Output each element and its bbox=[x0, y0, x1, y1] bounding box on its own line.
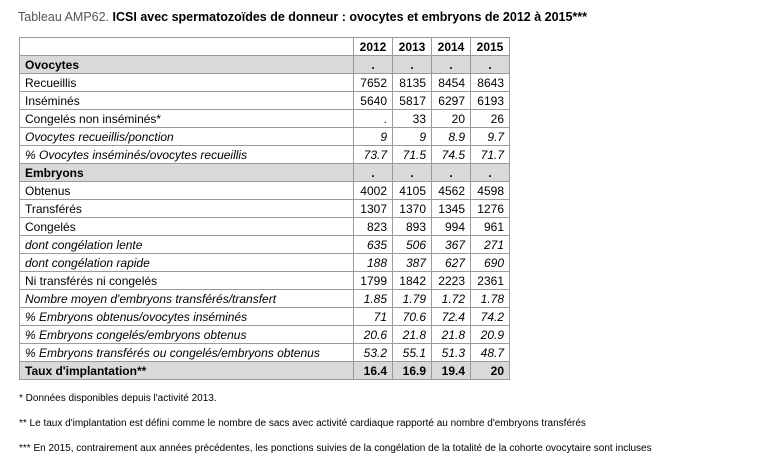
section-row bbox=[20, 164, 510, 182]
cell-2014: 4562 bbox=[432, 182, 471, 200]
table-row bbox=[20, 254, 510, 272]
cell-2014: 2223 bbox=[432, 272, 471, 290]
cell-2015: 961 bbox=[471, 218, 510, 236]
cell-2014: 367 bbox=[432, 236, 471, 254]
cell-2012: 9 bbox=[354, 128, 393, 146]
table-row bbox=[20, 182, 510, 200]
cell-2014: 72.4 bbox=[432, 308, 471, 326]
row-label: % Embryons congelés/embryons obtenus bbox=[20, 326, 354, 344]
row-label: Inséminés bbox=[20, 92, 354, 110]
cell-2012: . bbox=[354, 110, 393, 128]
cell-2012: 16.4 bbox=[354, 362, 393, 380]
cell-2012: 635 bbox=[354, 236, 393, 254]
table-row bbox=[20, 146, 510, 164]
cell-2013: 5817 bbox=[393, 92, 432, 110]
cell-2014: 21.8 bbox=[432, 326, 471, 344]
table-row bbox=[20, 110, 510, 128]
cell-2014: 19.4 bbox=[432, 362, 471, 380]
row-label: % Embryons transférés ou congelés/embryons obtenus bbox=[20, 344, 354, 362]
cell-2012: 71 bbox=[354, 308, 393, 326]
cell-2013: 387 bbox=[393, 254, 432, 272]
cell-2014: 627 bbox=[432, 254, 471, 272]
column-header-2013: 2013 bbox=[393, 38, 432, 56]
table-row bbox=[20, 308, 510, 326]
title-text: ICSI avec spermatozoïdes de donneur : ovocytes et embryons de 2012 à 2015*** bbox=[112, 10, 588, 24]
total-row bbox=[20, 362, 510, 380]
cell-2015: 20 bbox=[471, 362, 510, 380]
cell-2015: 74.2 bbox=[471, 308, 510, 326]
row-label: Ovocytes recueillis/ponction bbox=[20, 128, 354, 146]
row-label: Ni transférés ni congelés bbox=[20, 272, 354, 290]
column-header-2012: 2012 bbox=[354, 38, 393, 56]
cell-2012: 20.6 bbox=[354, 326, 393, 344]
footnote-2: ** Le taux d'implantation est défini comme le nombre de sacs avec activité cardiaque rapporté au nombre d'embryons transférés bbox=[19, 418, 586, 429]
table-row bbox=[20, 236, 510, 254]
cell-2013: 70.6 bbox=[393, 308, 432, 326]
table-row bbox=[20, 74, 510, 92]
row-label: Embryons bbox=[20, 164, 354, 182]
cell-2015: . bbox=[471, 56, 510, 74]
row-label: Transférés bbox=[20, 200, 354, 218]
cell-2015: 20.9 bbox=[471, 326, 510, 344]
cell-2013: 506 bbox=[393, 236, 432, 254]
cell-2014: 1.72 bbox=[432, 290, 471, 308]
cell-2014: 51.3 bbox=[432, 344, 471, 362]
table-row bbox=[20, 92, 510, 110]
cell-2014: . bbox=[432, 56, 471, 74]
cell-2013: 1.79 bbox=[393, 290, 432, 308]
table-row bbox=[20, 218, 510, 236]
cell-2012: 53.2 bbox=[354, 344, 393, 362]
cell-2015: 4598 bbox=[471, 182, 510, 200]
table-body bbox=[20, 56, 510, 380]
row-label: Ovocytes bbox=[20, 56, 354, 74]
cell-2014: . bbox=[432, 164, 471, 182]
cell-2015: . bbox=[471, 164, 510, 182]
cell-2014: 6297 bbox=[432, 92, 471, 110]
row-label: dont congélation rapide bbox=[20, 254, 354, 272]
cell-2015: 690 bbox=[471, 254, 510, 272]
row-label: Obtenus bbox=[20, 182, 354, 200]
cell-2013: 33 bbox=[393, 110, 432, 128]
cell-2012: 188 bbox=[354, 254, 393, 272]
cell-2012: 7652 bbox=[354, 74, 393, 92]
cell-2015: 1276 bbox=[471, 200, 510, 218]
cell-2014: 20 bbox=[432, 110, 471, 128]
cell-2012: 823 bbox=[354, 218, 393, 236]
cell-2015: 8643 bbox=[471, 74, 510, 92]
cell-2015: 6193 bbox=[471, 92, 510, 110]
row-label: % Ovocytes inséminés/ovocytes recueillis bbox=[20, 146, 354, 164]
cell-2014: 1345 bbox=[432, 200, 471, 218]
column-header-2014: 2014 bbox=[432, 38, 471, 56]
cell-2013: 4105 bbox=[393, 182, 432, 200]
cell-2015: 9.7 bbox=[471, 128, 510, 146]
cell-2014: 74.5 bbox=[432, 146, 471, 164]
row-label: dont congélation lente bbox=[20, 236, 354, 254]
cell-2014: 8454 bbox=[432, 74, 471, 92]
cell-2012: . bbox=[354, 56, 393, 74]
row-label: Congelés non inséminés* bbox=[20, 110, 354, 128]
table-row bbox=[20, 272, 510, 290]
row-label: Nombre moyen d'embryons transférés/transfert bbox=[20, 290, 354, 308]
table-row bbox=[20, 290, 510, 308]
cell-2013: . bbox=[393, 164, 432, 182]
cell-2015: 48.7 bbox=[471, 344, 510, 362]
table-row bbox=[20, 128, 510, 146]
table-header-row bbox=[20, 38, 510, 56]
cell-2015: 71.7 bbox=[471, 146, 510, 164]
row-label: Recueillis bbox=[20, 74, 354, 92]
footnote-1: * Données disponibles depuis l'activité 2013. bbox=[19, 393, 217, 404]
cell-2013: 55.1 bbox=[393, 344, 432, 362]
cell-2013: 16.9 bbox=[393, 362, 432, 380]
cell-2013: 1842 bbox=[393, 272, 432, 290]
cell-2014: 8.9 bbox=[432, 128, 471, 146]
cell-2012: 4002 bbox=[354, 182, 393, 200]
section-row bbox=[20, 56, 510, 74]
cell-2013: 21.8 bbox=[393, 326, 432, 344]
row-label: Congelés bbox=[20, 218, 354, 236]
column-header-2015: 2015 bbox=[471, 38, 510, 56]
cell-2012: 73.7 bbox=[354, 146, 393, 164]
title-prefix: Tableau AMP62. bbox=[18, 10, 110, 24]
cell-2013: 1370 bbox=[393, 200, 432, 218]
cell-2015: 2361 bbox=[471, 272, 510, 290]
cell-2013: . bbox=[393, 56, 432, 74]
cell-2012: 1307 bbox=[354, 200, 393, 218]
cell-2013: 9 bbox=[393, 128, 432, 146]
cell-2012: . bbox=[354, 164, 393, 182]
cell-2013: 71.5 bbox=[393, 146, 432, 164]
row-label: % Embryons obtenus/ovocytes inséminés bbox=[20, 308, 354, 326]
cell-2012: 5640 bbox=[354, 92, 393, 110]
cell-2015: 271 bbox=[471, 236, 510, 254]
row-label: Taux d'implantation** bbox=[20, 362, 354, 380]
cell-2013: 893 bbox=[393, 218, 432, 236]
page-title bbox=[18, 10, 587, 24]
cell-2014: 994 bbox=[432, 218, 471, 236]
cell-2012: 1.85 bbox=[354, 290, 393, 308]
cell-2013: 8135 bbox=[393, 74, 432, 92]
cell-2015: 26 bbox=[471, 110, 510, 128]
table-row bbox=[20, 200, 510, 218]
cell-2012: 1799 bbox=[354, 272, 393, 290]
table-row bbox=[20, 326, 510, 344]
data-table bbox=[19, 37, 510, 380]
table-row bbox=[20, 344, 510, 362]
footnote-3: *** En 2015, contrairement aux années précédentes, les ponctions suivies de la congélation de la totalité de la cohorte ovocytaire sont incluses bbox=[19, 443, 652, 454]
cell-2015: 1.78 bbox=[471, 290, 510, 308]
header-empty-cell bbox=[20, 38, 354, 56]
